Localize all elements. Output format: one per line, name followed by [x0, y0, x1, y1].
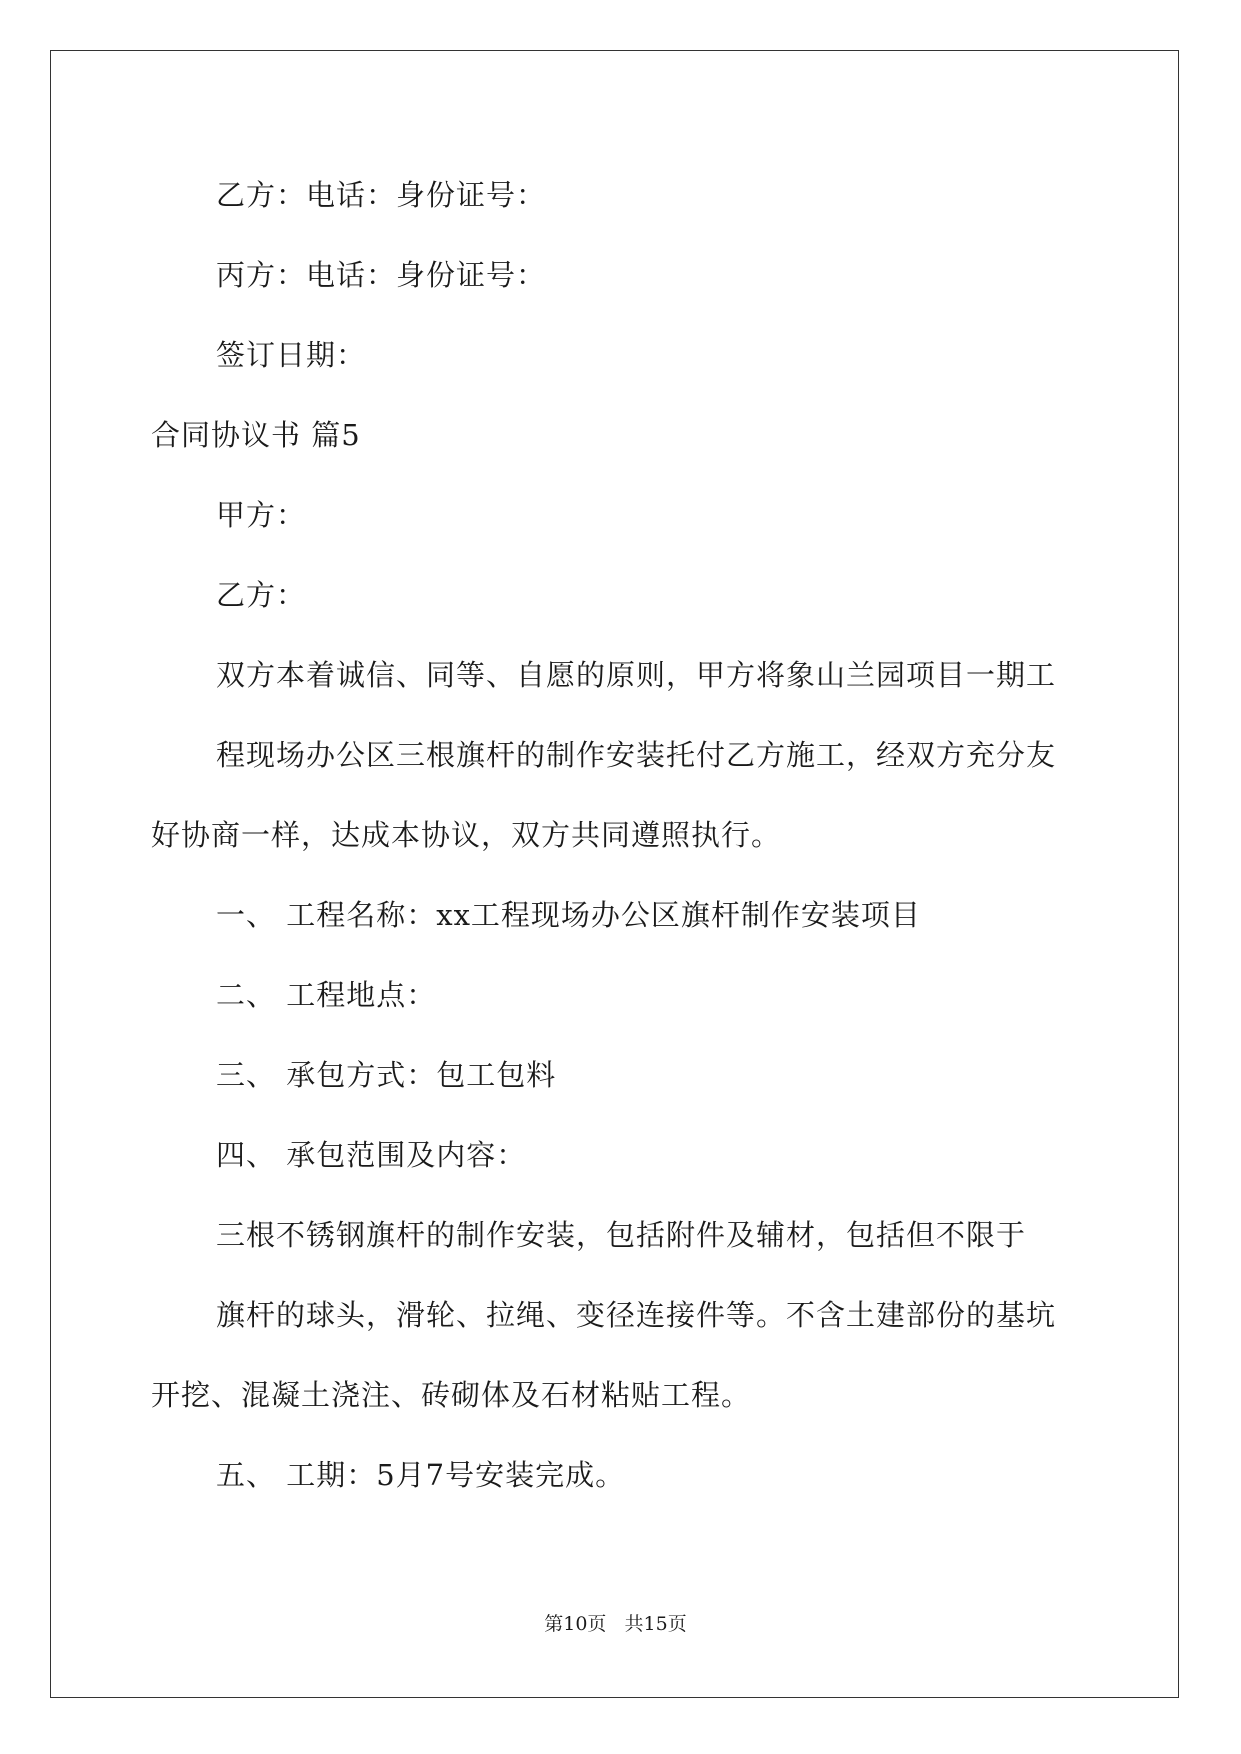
section-heading: 合同协议书 篇5: [151, 418, 361, 452]
paragraph-line: 好协商一样，达成本协议，双方共同遵照执行。: [151, 818, 782, 852]
clause-schedule: 五、 工期：5月7号安装完成。: [216, 1458, 626, 1492]
clause-contract-method: 三、 承包方式：包工包料: [216, 1058, 557, 1092]
paragraph-line: 旗杆的球头，滑轮、拉绳、变径连接件等。不含土建部份的基坑: [216, 1298, 1057, 1332]
paragraph-line: 双方本着诚信、同等、自愿的原则，甲方将象山兰园项目一期工: [216, 658, 1057, 692]
paragraph-line: 三根不锈钢旗杆的制作安装，包括附件及辅材，包括但不限于: [216, 1218, 1027, 1252]
clause-scope: 四、 承包范围及内容：: [216, 1138, 527, 1172]
signing-date-line: 签订日期：: [216, 338, 367, 372]
party-b-line: 乙方：: [216, 578, 307, 612]
party-a-line: 甲方：: [216, 498, 307, 532]
paragraph-line: 程现场办公区三根旗杆的制作安装托付乙方施工，经双方充分友: [216, 738, 1057, 772]
clause-project-name: 一、 工程名称：xx工程现场办公区旗杆制作安装项目: [216, 898, 921, 932]
party-c-contact-line: 丙方：电话：身份证号：: [216, 258, 547, 292]
page-footer: 第10页 共15页: [544, 1613, 687, 1635]
clause-project-location: 二、 工程地点：: [216, 978, 437, 1012]
paragraph-line: 开挖、混凝土浇注、砖砌体及石材粘贴工程。: [151, 1378, 752, 1412]
party-b-contact-line: 乙方：电话：身份证号：: [216, 178, 547, 212]
page-frame: [50, 50, 1179, 1698]
